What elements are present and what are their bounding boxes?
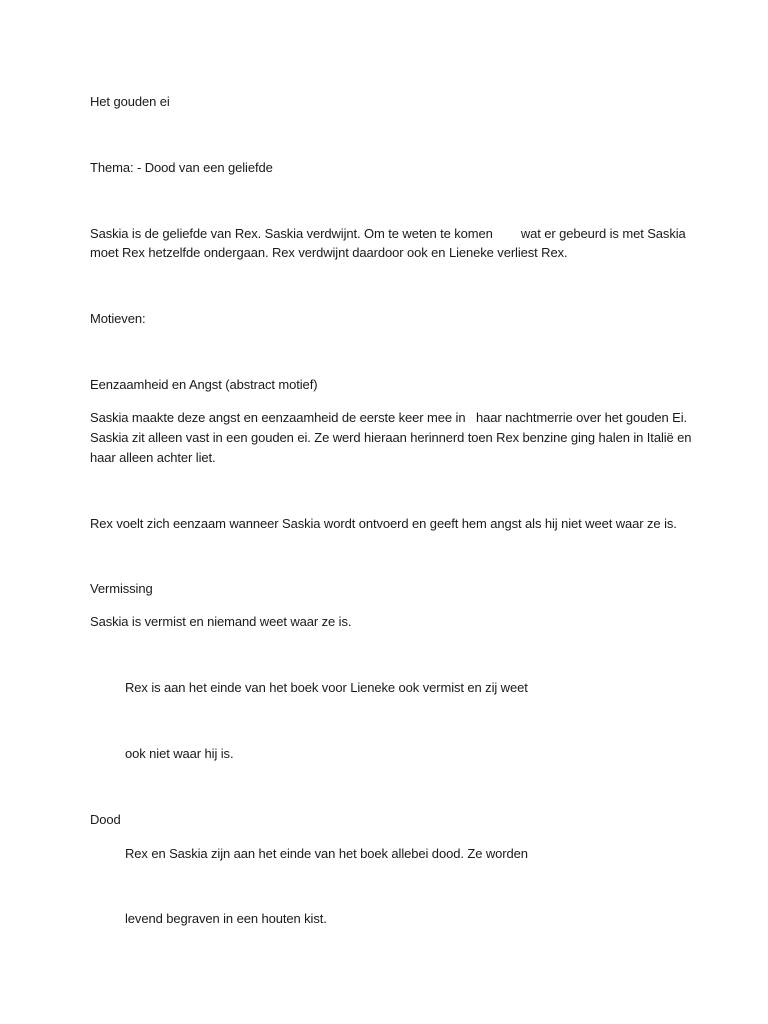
missing-paragraph-2-line-1: Rex is aan het einde van het boek voor Lieneke ook vermist en zij weet xyxy=(125,680,528,695)
summary-line-1 xyxy=(90,224,686,244)
loneliness-paragraph-line-3: haar alleen achter liet. xyxy=(90,450,216,465)
death-paragraph-line-2: levend begraven in een houten kist. xyxy=(125,911,327,926)
death-heading: Dood xyxy=(90,812,121,827)
motives-heading: Motieven: xyxy=(90,311,146,326)
summary-line-1-part-2: wat er gebeurd is met Saskia xyxy=(520,226,686,241)
death-paragraph-line-1: Rex en Saskia zijn aan het einde van het boek allebei dood. Ze worden xyxy=(125,846,528,861)
summary-line-2: moet Rex hetzelfde ondergaan. Rex verdwijnt daardoor ook en Lieneke verliest Rex. xyxy=(90,245,568,260)
document-title: Het gouden ei xyxy=(90,94,170,109)
missing-heading: Vermissing xyxy=(90,581,153,596)
missing-paragraph-2-line-2: ook niet waar hij is. xyxy=(125,746,234,761)
summary-line-1-part-1: Saskia is de geliefde van Rex. Saskia verdwijnt. Om te weten te komen xyxy=(90,226,493,241)
loneliness-paragraph-line-2: Saskia zit alleen vast in een gouden ei. Ze werd hieraan herinnerd toen Rex benzine ging halen in Italië en xyxy=(90,430,692,445)
theme-line: Thema: - Dood van een geliefde xyxy=(90,160,273,175)
loneliness-heading: Eenzaamheid en Angst (abstract motief) xyxy=(90,377,318,392)
loneliness-paragraph-2: Rex voelt zich eenzaam wanneer Saskia wordt ontvoerd en geeft hem angst als hij niet weet waar ze is. xyxy=(90,516,677,531)
missing-paragraph-1: Saskia is vermist en niemand weet waar ze is. xyxy=(90,614,352,629)
loneliness-paragraph-line-1: Saskia maakte deze angst en eenzaamheid de eerste keer mee in haar nachtmerrie over het gouden Ei. xyxy=(90,410,688,425)
